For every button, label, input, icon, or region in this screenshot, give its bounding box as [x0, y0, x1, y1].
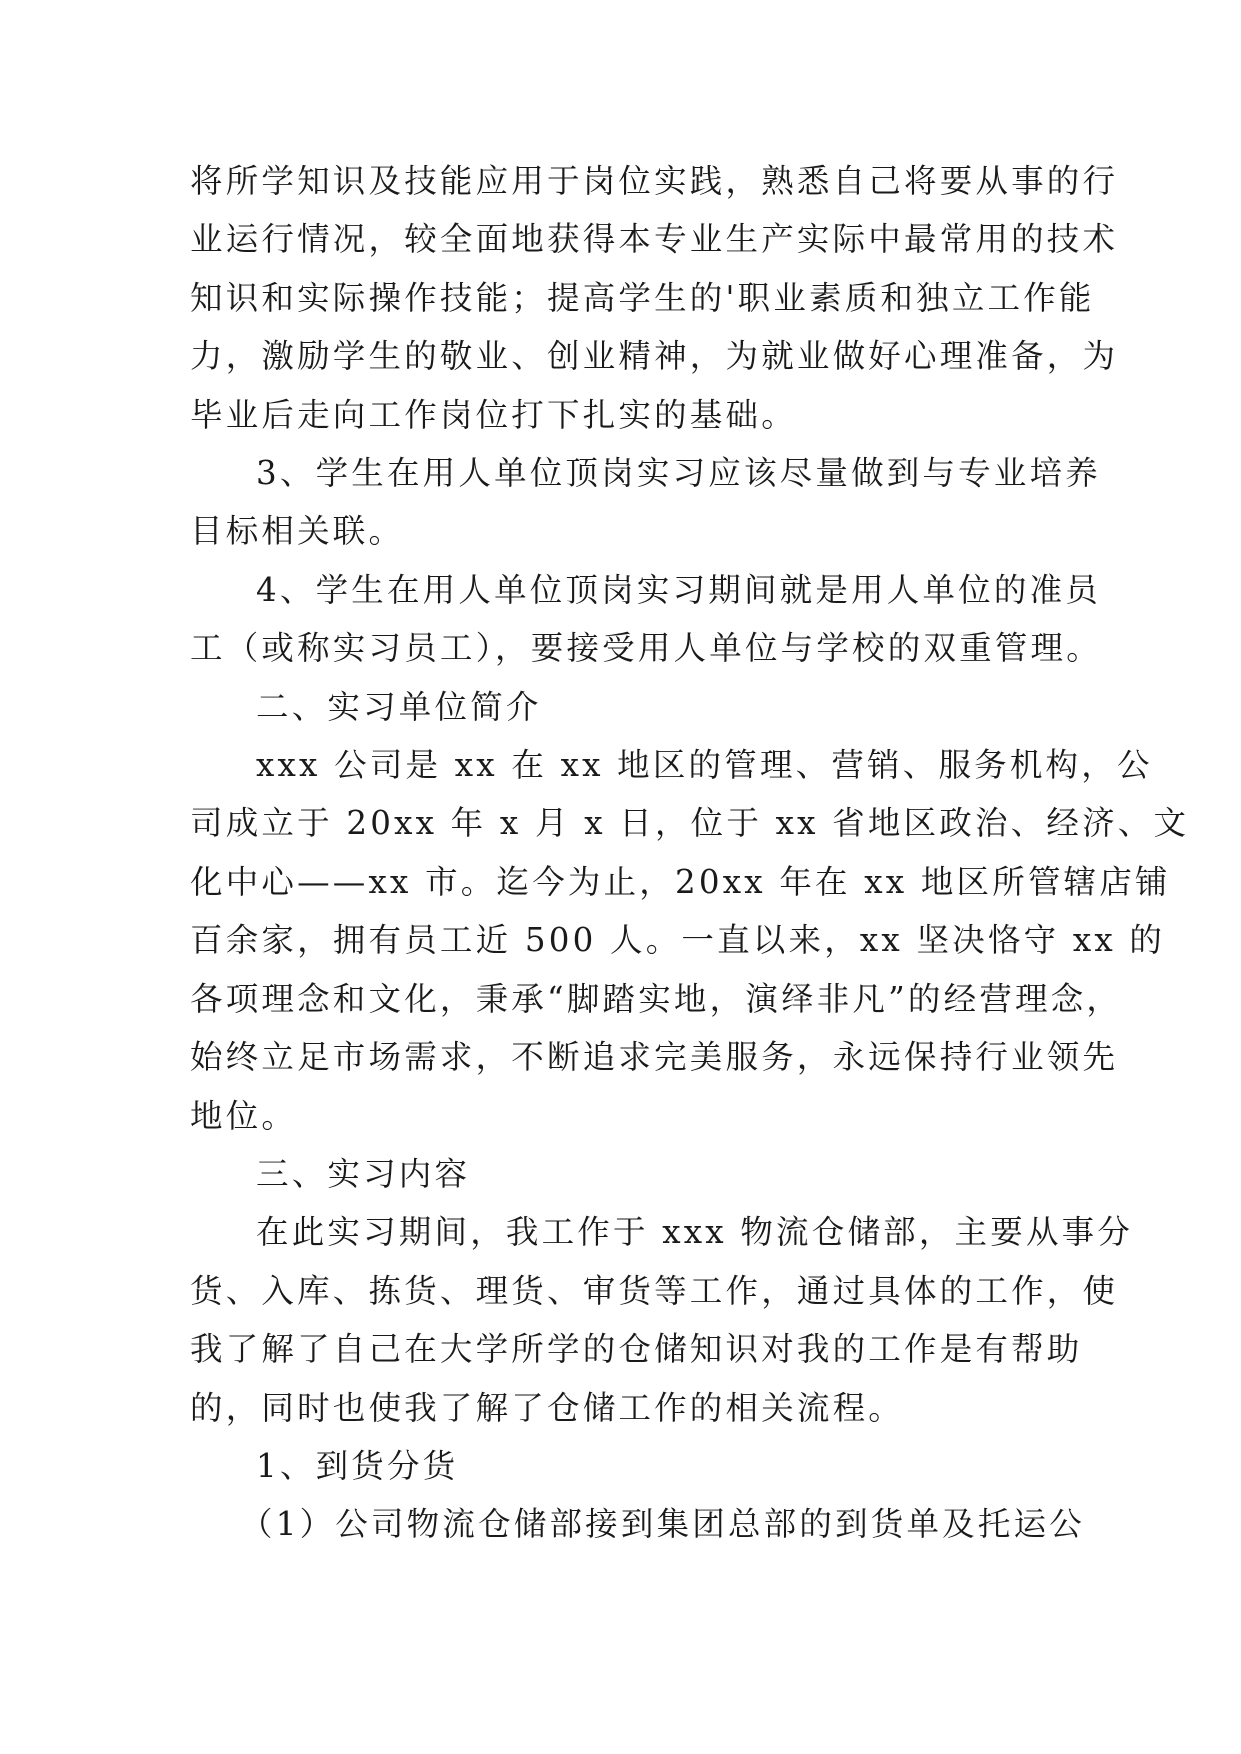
text-line: 化中心——xx 市。迄今为止，20xx 年在 xx 地区所管辖店铺	[190, 862, 1171, 901]
text-line: 毕业后走向工作岗位打下扎实的基础。	[190, 395, 797, 434]
text-line: 工（或称实习员工），要接受用人单位与学校的双重管理。	[190, 629, 1102, 668]
text-line: 司成立于 20xx 年 x 月 x 日，位于 xx 省地区政治、经济、文	[190, 804, 1190, 843]
paragraph-p4	[190, 678, 1060, 736]
text-line: 二、实习单位简介	[256, 687, 542, 726]
text-line: 在此实习期间，我工作于 xxx 物流仓储部，主要从事分	[256, 1213, 1134, 1252]
paragraph-p3	[190, 561, 1102, 678]
text-line: xxx 公司是 xx 在 xx 地区的管理、营销、服务机构，公	[256, 746, 1153, 785]
paragraph-p7	[190, 1203, 1134, 1437]
paragraph-p9	[190, 1495, 1085, 1553]
text-line: （1）公司物流仓储部接到集团总部的到货单及托运公	[240, 1505, 1085, 1544]
text-line: 3、学生在用人单位顶岗实习应该尽量做到与专业培养	[256, 454, 1101, 493]
paragraph-p2	[190, 444, 1101, 561]
paragraph-p8	[190, 1437, 1060, 1495]
text-line: 地位。	[190, 1096, 298, 1135]
text-line: 我了解了自己在大学所学的仓储知识对我的工作是有帮助	[190, 1330, 1083, 1369]
text-line: 三、实习内容	[256, 1154, 471, 1193]
text-line: 4、学生在用人单位顶岗实习期间就是用人单位的准员	[256, 570, 1101, 609]
text-line: 1、到货分货	[256, 1446, 459, 1485]
text-line: 业运行情况，较全面地获得本专业生产实际中最常用的技术	[190, 220, 1119, 259]
paragraph-p5	[190, 736, 1190, 1145]
text-line: 货、入库、拣货、理货、审货等工作，通过具体的工作，使	[190, 1271, 1119, 1310]
text-line: 将所学知识及技能应用于岗位实践，熟悉自己将要从事的行	[190, 162, 1119, 200]
text-line: 各项理念和文化，秉承“脚踏实地，演绎非凡”的经营理念，	[190, 979, 1123, 1018]
text-line: 百余家，拥有员工近 500 人。一直以来，xx 坚决恪守 xx 的	[190, 921, 1166, 960]
paragraph-p1	[190, 152, 1119, 444]
text-line: 知识和实际操作技能；提高学生的'职业素质和独立工作能	[190, 278, 1095, 317]
paragraph-p6	[190, 1145, 1060, 1203]
text-line: 目标相关联。	[190, 512, 405, 551]
document-body	[190, 152, 1190, 1554]
text-line: 的，同时也使我了解了仓储工作的相关流程。	[190, 1388, 905, 1427]
text-line: 力，激励学生的敬业、创业精神，为就业做好心理准备，为	[190, 337, 1119, 376]
text-line: 始终立足市场需求，不断追求完美服务，永远保持行业领先	[190, 1038, 1119, 1077]
